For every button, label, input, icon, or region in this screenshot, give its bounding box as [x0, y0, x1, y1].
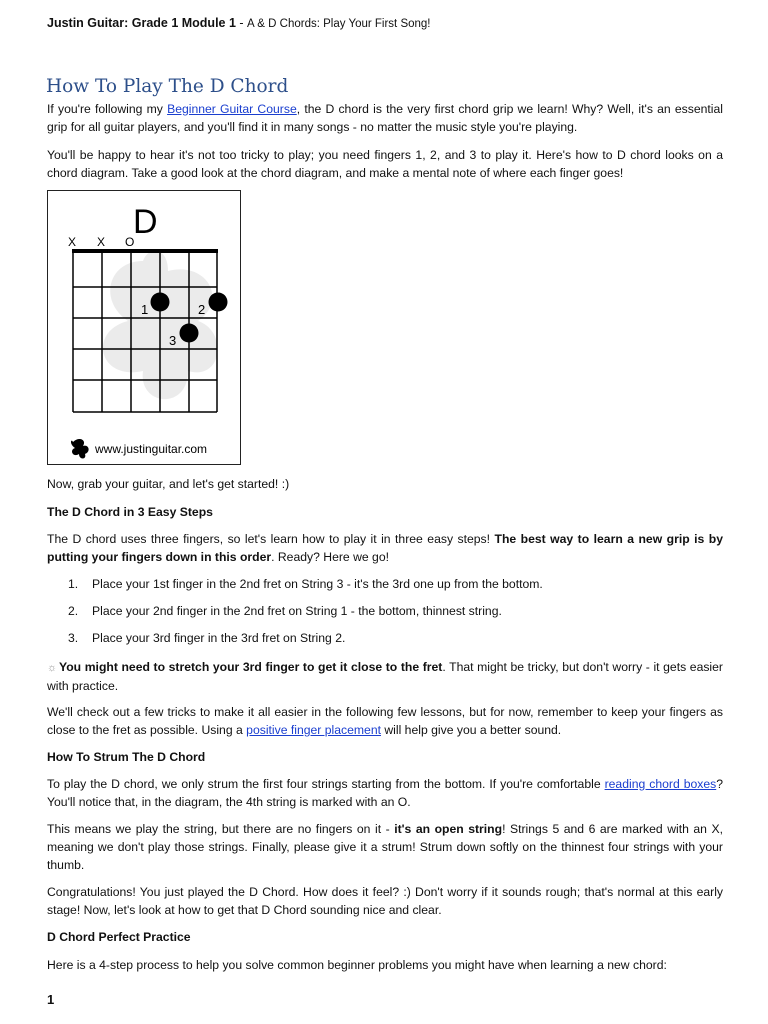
para7-post: ! Strings 5 and 6 are marked with an X, meaning we don't play those strings. Finally, please give it a strum! Strum down softly on the thinnest four strings with your thumb.	[47, 822, 723, 872]
string-mark-5: X	[97, 235, 106, 249]
para5-pre: We'll check out a few tricks to make it all easier in the following few lessons, but for now, remember to keep your fingers as close to the fret as possible. Using a	[47, 705, 723, 737]
tip-rest: . That might be tricky, but don't worry - it gets easier with practice.	[47, 660, 723, 693]
intro-pre: If you're following my	[47, 102, 168, 116]
steps-intro-end: . Ready? Here we go!	[271, 550, 389, 564]
finger-dot-3	[180, 324, 199, 343]
strum-paragraph	[47, 775, 723, 811]
d-chord-diagram	[47, 190, 241, 465]
steps-intro-bold: The best way to learn a new grip is by putting your fingers down in this order	[47, 532, 723, 564]
open-string-paragraph	[47, 820, 723, 874]
para6-pre: To play the D chord, we only strum the first four strings starting from the bottom. If you're comfortable	[47, 777, 605, 791]
para7-pre: This means we play the string, but there are no fingers on it -	[47, 822, 395, 836]
strum-heading: How To Strum The D Chord	[47, 750, 206, 764]
header-course: Justin Guitar: Grade 1 Module 1	[47, 16, 236, 30]
steps-intro-normal: The D chord uses three fingers, so let's learn how to play it in three easy steps!	[47, 532, 495, 546]
website-label: www.justinguitar.com	[95, 442, 208, 456]
finger-dot-1	[151, 293, 170, 312]
step-text: Place your 3rd finger in the 3rd fret on String 2.	[92, 631, 346, 645]
tip-paragraph	[47, 658, 723, 695]
step-text: Place your 1st finger in the 2nd fret on String 3 - it's the 3rd one up from the bottom.	[92, 577, 543, 591]
step-item-3	[68, 629, 345, 647]
header-lesson: A & D Chords: Play Your First Song!	[247, 18, 431, 30]
step-item-1	[68, 575, 543, 593]
chord-diagram-intro: You'll be happy to hear it's not too tricky to play; you need fingers 1, 2, and 3 to play it. Here's how to D chord looks on a chord diagram. Take a good look at the chord diagram, and make a mental note of where each finger goes!	[47, 148, 723, 180]
step-number: 1.	[68, 577, 79, 591]
finger-placement-paragraph	[47, 703, 723, 739]
string-mark-6: X	[68, 235, 77, 249]
finger-dot-2	[209, 293, 228, 312]
practice-intro: Here is a 4-step process to help you solve common beginner problems you might have when learning a new chord:	[47, 958, 667, 972]
step-number: 2.	[68, 604, 79, 618]
practice-heading: D Chord Perfect Practice	[47, 930, 191, 944]
intro-post: , the D chord is the very first chord grip we learn! Why? Well, it's an essential grip for all guitar players, and you'll find it in many songs - no matter the music style you're playing.	[47, 102, 723, 134]
finger-label-1: 1	[141, 302, 149, 317]
para6-post: ? You'll notice that, in the diagram, the 4th string is marked with an O.	[47, 777, 724, 809]
page-title: How To Play The D Chord	[46, 76, 289, 97]
tip-bold: You might need to stretch your 3rd finger to get it close to the fret	[59, 660, 443, 674]
string-mark-4: O	[125, 235, 135, 249]
intro-paragraph	[47, 100, 723, 136]
steps-heading: The D Chord in 3 Easy Steps	[47, 505, 213, 519]
chord-name: D	[133, 203, 158, 241]
header-separator: -	[235, 16, 248, 30]
chord-diagram-svg	[48, 191, 240, 464]
step-number: 3.	[68, 631, 79, 645]
step-text: Place your 2nd finger in the 2nd fret on String 1 - the bottom, thinnest string.	[92, 604, 502, 618]
reading-chord-boxes-link[interactable]: reading chord boxes	[604, 777, 717, 791]
finger-label-2: 2	[198, 302, 206, 317]
positive-finger-placement-link[interactable]: positive finger placement	[246, 723, 381, 737]
para5-post: will help give you a better sound.	[380, 723, 562, 737]
get-started-text: Now, grab your guitar, and let's get started! :)	[47, 477, 290, 491]
step-item-2	[68, 602, 502, 620]
steps-intro	[47, 530, 723, 566]
finger-label-3: 3	[169, 333, 177, 348]
page-number: 1	[47, 992, 55, 1007]
para7-bold: it's an open string	[394, 822, 503, 836]
congratulations-paragraph: Congratulations! You just played the D Chord. How does it feel? :) Don't worry if it sounds rough; that's normal at this early stage! Now, let's look at how to get that D Chord sounding nice and clear.	[47, 885, 723, 917]
justinguitar-logo-icon	[71, 439, 89, 458]
beginner-course-link[interactable]: Beginner Guitar Course	[167, 102, 297, 116]
lightbulb-icon: ☼	[47, 662, 58, 674]
nut	[72, 249, 218, 253]
page-header	[47, 16, 431, 30]
